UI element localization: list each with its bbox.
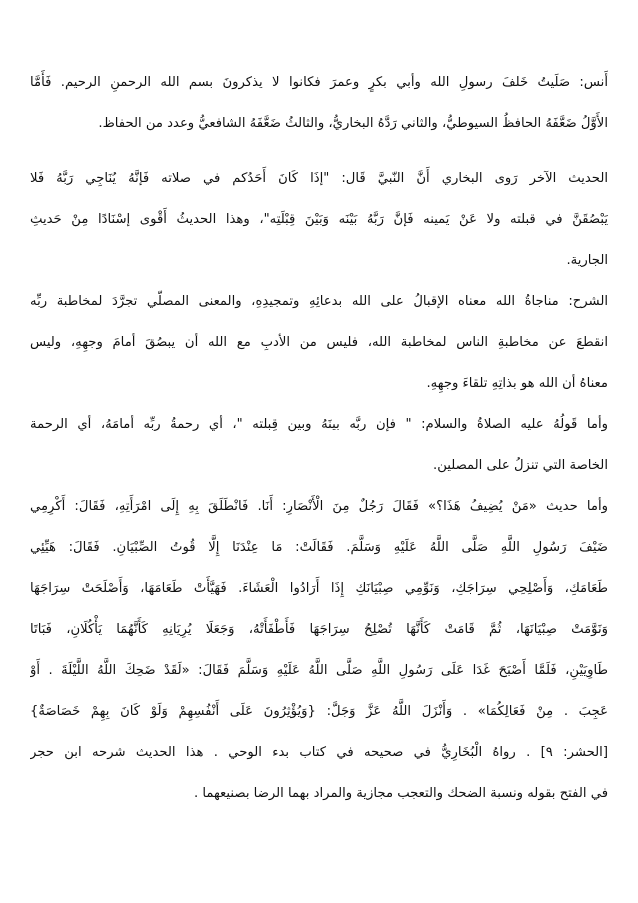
paragraph-mercy	[30, 404, 608, 486]
text-line: الشرح: مناجاةُ الله معناه الإقبالُ على الله بدعائِهِ وتمجيدِهِ، والمعنى المصلّي تجرَّدَ لمخاطبة ربِّه	[30, 294, 608, 309]
text-line: عَجِبَ . مِنْ فَعَالِكُمَا» . وَأَنْزَلَ اللَّهُ عَزَّ وَجَلَّ: {وَيُؤْثِرُونَ عَلَى أَنْفُسِهِمْ وَلَوْ كَانَ بِهِمْ خَصَاصَةٌ}	[30, 704, 608, 719]
text-line: [الحشر: ٩] . رواهُ الْبُخَارِيُّ في صحيحه في كتاب بدء الوحي . هذا الحديث شرحه ابن حجر	[30, 745, 608, 760]
paragraph-guest-hadith	[30, 486, 608, 814]
text-line: وأما قَولُهُ عليه الصلاةُ والسلام: " فإن ربَّه بينَهُ وبين قِبلته "، أي رحمةُ ربِّه أمامَهُ، أي الرحمة	[30, 417, 608, 432]
text-line: معناهُ أن الله هو بذاتِهِ تلقاءَ وجهِهِ.	[426, 376, 608, 391]
text-line: يَبْصُقَنَّ في قبلته ولا عَنْ يَمينه فَإنَّ رَبَّهُ بَيْنَه وَبَيْنَ قِبْلَتِه"، وهذا الحديثُ أَقْوى إسْنَادًا مِنْ حَديثِ	[30, 212, 608, 227]
text-line: طَاوِيَيْنِ، فَلَمَّا أَصْبَحَ غَدَا عَلَى رَسُولِ اللَّهِ صَلَّى اللَّهُ عَلَيْهِ وَسَلَّمَ فَقَالَ: «لَقَدْ ضَحِكَ اللَّهُ اللَّيْلَةَ . أَوْ	[30, 663, 608, 678]
text-line: الأَوَّلُ ضَعَّفَهُ الحافظُ السيوطيُّ، والثاني رَدَّهُ البخاريُّ، والثالثُ ضَعَّفَهُ الشافعيُّ وعدد من الحفاظ.	[98, 116, 608, 131]
text-line: الجارية.	[566, 253, 608, 268]
text-line: طَعَامَكِ، وَأَصْلِحِي سِرَاجَكِ، وَنَوِّمِي صِبْيَانَكِ إِذَا أَرَادُوا الْعَشَاءَ. فَهَيَّأَتْ طَعَامَهَا، وَأَصْلَحَتْ سِرَاجَهَا	[30, 581, 608, 596]
text-line: الخاصة التي تنزلُ على المصلين.	[433, 458, 608, 473]
text-line: في الفتح بقوله ونسبة الضحك والتعجب مجازية والمراد بهما الرضا بصنيعهما .	[193, 786, 608, 801]
text-line: وَنَوَّمَتْ صِبْيَانَهَا، ثُمَّ قَامَتْ كَأَنَّهَا تُصْلِحُ سِرَاجَهَا فَأَطْفَأَتْهُ، وَجَعَلَا يُرِيَانِهِ كَأَنَّهُمَا يَأْكُلَانِ، فَبَاتَا	[30, 622, 608, 637]
paragraph-explanation	[30, 281, 608, 404]
paragraph-bukhari-hadith	[30, 158, 608, 281]
text-line: وأما حديث «مَنْ يُضِيفُ هَذَا؟» فَقَالَ رَجُلٌ مِنَ الْأَنْصَارِ: أَنَا. فَانْطَلَقَ بِهِ إِلَى امْرَأَتِهِ، فَقَالَ: أَكْرِمِي	[30, 499, 608, 514]
text-line: الحديث الآخر رَوى البخاري أَنَّ النّبيَّ قَال: "إذَا كَانَ أَحَدُكم في صلاته فَإنَّهُ يُنَاجِي رَبَّهُ فَلا	[30, 171, 608, 186]
text-line: ضَيْفَ رَسُولِ اللَّهِ صَلَّى اللَّهُ عَلَيْهِ وَسَلَّمَ. فَقَالَتْ: مَا عِنْدَنَا إِلَّا قُوتُ الصِّبْيَانِ. فَقَالَ: هَيِّئِي	[30, 540, 608, 555]
paragraph-anas	[30, 62, 608, 144]
text-line: أَنس: صَلَيتُ خَلفَ رسولِ الله وأبي بكرٍ وعمرَ فكانوا لا يذكرونَ بسم الله الرحمنِ الرحيم. فَأَمَّا	[30, 75, 608, 90]
text-line: انقطعَ عن مخاطبةِ الناس لمخاطبة الله، فليس من الأدبِ مع الله أن يبصُقَ أمامَ وجهِهِ، وليس	[30, 335, 608, 350]
